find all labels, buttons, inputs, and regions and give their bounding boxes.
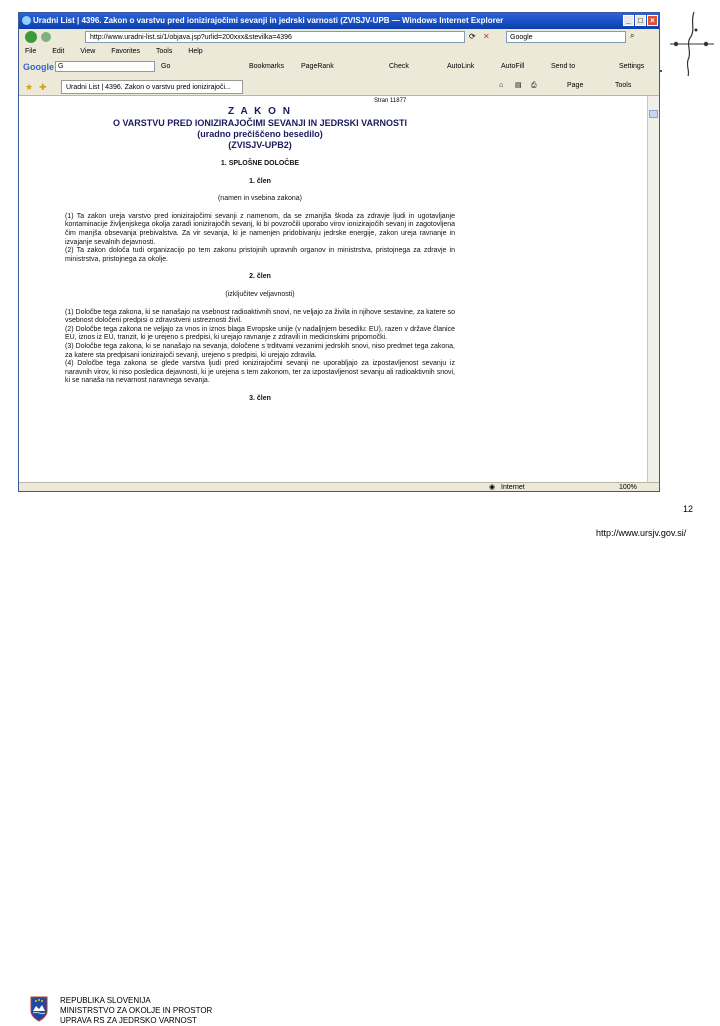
status-bar xyxy=(19,482,659,492)
refresh-icon[interactable]: ⟳ xyxy=(469,32,476,41)
security-zone: Internet xyxy=(501,484,525,491)
chapter-heading: 1. SPLOŠNE DOLOČBE xyxy=(220,160,300,167)
google-search-box[interactable]: G xyxy=(55,61,155,72)
ursjv-logo xyxy=(666,8,718,78)
add-favorites-icon[interactable]: ✚ xyxy=(39,82,47,92)
minimize-button[interactable]: _ xyxy=(623,15,634,26)
menu-edit[interactable]: Edit xyxy=(52,48,65,55)
forward-icon[interactable] xyxy=(41,32,51,42)
browser-window xyxy=(18,12,660,492)
google-toolbar xyxy=(19,59,659,75)
law-code: (ZVISJV-UPB2) xyxy=(228,140,292,150)
org-line-2: MINISTRSTVO ZA OKOLJE IN PROSTOR xyxy=(60,1006,213,1015)
org-line-1: REPUBLIKA SLOVENIJA xyxy=(60,996,151,1005)
org-line-3: UPRAVA RS ZA JEDRSKO VARNOST xyxy=(60,1016,197,1025)
google-go-button[interactable]: Go xyxy=(161,63,171,70)
maximize-button[interactable]: □ xyxy=(635,15,646,26)
coat-of-arms-icon xyxy=(30,996,48,1022)
article-2-title: 2. člen xyxy=(249,273,271,281)
zoom-level[interactable]: 100% xyxy=(619,484,637,491)
address-input[interactable]: http://www.uradni-list.si/1/objava.jsp?urlid=200xxx&stevilka=4396 xyxy=(85,31,465,43)
tools-menu[interactable]: Tools xyxy=(615,82,632,89)
stop-icon[interactable]: ✕ xyxy=(483,32,490,41)
internet-zone-icon: ◉ xyxy=(489,484,496,491)
print-icon[interactable]: ⎙ xyxy=(531,82,537,89)
search-icon[interactable]: ⌕ xyxy=(630,31,635,40)
slide-page-number: 12 xyxy=(683,504,694,514)
menu-tools[interactable]: Tools xyxy=(156,48,173,55)
article-2-paragraph-1: (1) Določbe tega zakona, ki se nanašajo na vsebnost radioaktivnih snovi, ne veljajo za živila in njihove sestavine, za katere so vsebnost določeni predpisi o zdravstveni ustreznosti živil. xyxy=(65,308,455,325)
article-3-title: 3. člen xyxy=(249,394,271,402)
close-button[interactable]: × xyxy=(647,15,658,26)
back-icon[interactable] xyxy=(25,31,37,43)
page-menu[interactable]: Page xyxy=(567,82,584,89)
pagerank-button[interactable]: PageRank xyxy=(301,63,334,70)
check-button[interactable]: Check xyxy=(389,63,409,70)
article-2-heading: (izključitev veljavnosti) xyxy=(225,290,295,298)
law-document xyxy=(65,106,455,403)
menu-bar xyxy=(19,46,659,58)
search-input[interactable]: Google xyxy=(506,31,626,43)
send-to-button[interactable]: Send to xyxy=(551,63,576,70)
law-title: Z A K O N xyxy=(228,106,292,117)
article-1-paragraph-2: (2) Ta zakon določa tudi organizacijo po tem zakonu pristojnih upravnih organov in ministrstva, pristojnega za zdravje in ministrstva, pristojnega za okolje. xyxy=(65,247,455,263)
website-url[interactable]: http://www.ursjv.gov.si/ xyxy=(596,528,687,538)
tab-uradni-list[interactable]: Uradni List | 4396. Zakon o varstvu pred ionizirajoči... xyxy=(61,80,243,94)
page-reference: Stran 11877 xyxy=(374,98,407,104)
title-bar xyxy=(19,13,659,29)
home-icon[interactable]: ⌂ xyxy=(499,82,504,89)
window-title: Uradni List | 4396. Zakon o varstvu pred ionizirajočimi sevanji in jedrski varnosti (ZVISJV-UPB — Windows Internet Explorer xyxy=(33,16,504,25)
favorites-star-icon[interactable]: ★ xyxy=(25,82,34,92)
menu-file[interactable]: File xyxy=(25,48,37,55)
article-2-paragraph-4: (4) Določbe tega zakona se glede varstva ljudi pred ionizirajočimi sevanji ne uporabljajo za izpostavljenost sevanju iz naravnih virov, ki niso posledica dejavnosti, ki je urejena s tem zakonom, ter za izpostavljenost sevanju ali radioaktivnih snovi, ki se nanaša na nevarnost naravnega sevanja. xyxy=(65,360,455,385)
article-1-title: 1. člen xyxy=(249,177,271,185)
scrollbar-thumb[interactable] xyxy=(649,110,658,118)
menu-help[interactable]: Help xyxy=(188,48,203,55)
vertical-scrollbar[interactable] xyxy=(647,96,659,482)
organization-block xyxy=(60,996,212,1026)
menu-view[interactable]: View xyxy=(80,48,96,55)
tab-bar xyxy=(19,77,659,96)
law-subtitle-official: (uradno prečiščeno besedilo) xyxy=(197,129,323,139)
article-1-paragraph-1: (1) Ta zakon ureja varstvo pred ionizirajočimi sevanji z namenom, da se zmanjša škoda za zdravje ljudi in ugotavljanje kontaminacije življenjskega okolja zaradi ionizirajočih sevanj, ki bi povzročili uporabo virov ionizirajočih sevanj in zagotovljena čim manjša obsevanja prebivalstva. Za vir sevanja, ki je namenjen pridobivanju jedrske energije, zakon ureja ravnanje in izvajanje sevalnih dejavnosti. xyxy=(65,212,455,246)
feeds-icon[interactable]: ▤ xyxy=(515,82,522,89)
article-1-heading: (namen in vsebina zakona) xyxy=(217,195,303,203)
ie-icon xyxy=(22,16,31,25)
google-logo: Google xyxy=(23,62,54,72)
slide-footer xyxy=(0,494,720,1025)
address-bar-row xyxy=(19,30,659,45)
menu-favorites[interactable]: Favorites xyxy=(111,48,141,55)
settings-button[interactable]: Settings xyxy=(619,63,645,70)
article-2-paragraph-3: (3) Določbe tega zakona, ki se nanašajo na sevanja, določene s trditvami vezanimi jedrskih snovi, niso predmet tega zakona, za katere sta predpisani ionizirajoči sevanji, urejeno s predpisi, ki urejajo zdravila. xyxy=(65,342,455,359)
autolink-button[interactable]: AutoLink xyxy=(447,63,475,70)
law-subtitle: O VARSTVU PRED IONIZIRAJOČIMI SEVANJI IN JEDRSKI VARNOSTI xyxy=(112,118,408,128)
autofill-button[interactable]: AutoFill xyxy=(501,63,525,70)
page-content xyxy=(19,96,647,482)
bookmarks-button[interactable]: Bookmarks xyxy=(249,63,285,70)
article-2-paragraph-2: (2) Določbe tega zakona ne veljajo za vnos in iznos blaga Evropske unije (v nadaljnjem besedilu: EU), razen v države članice EU, iznos iz EU, tranzit, ki je urejeno s predpisi, ki urejajo ravnanje z zdravili in medicinskimi pripomočki. xyxy=(65,325,455,342)
